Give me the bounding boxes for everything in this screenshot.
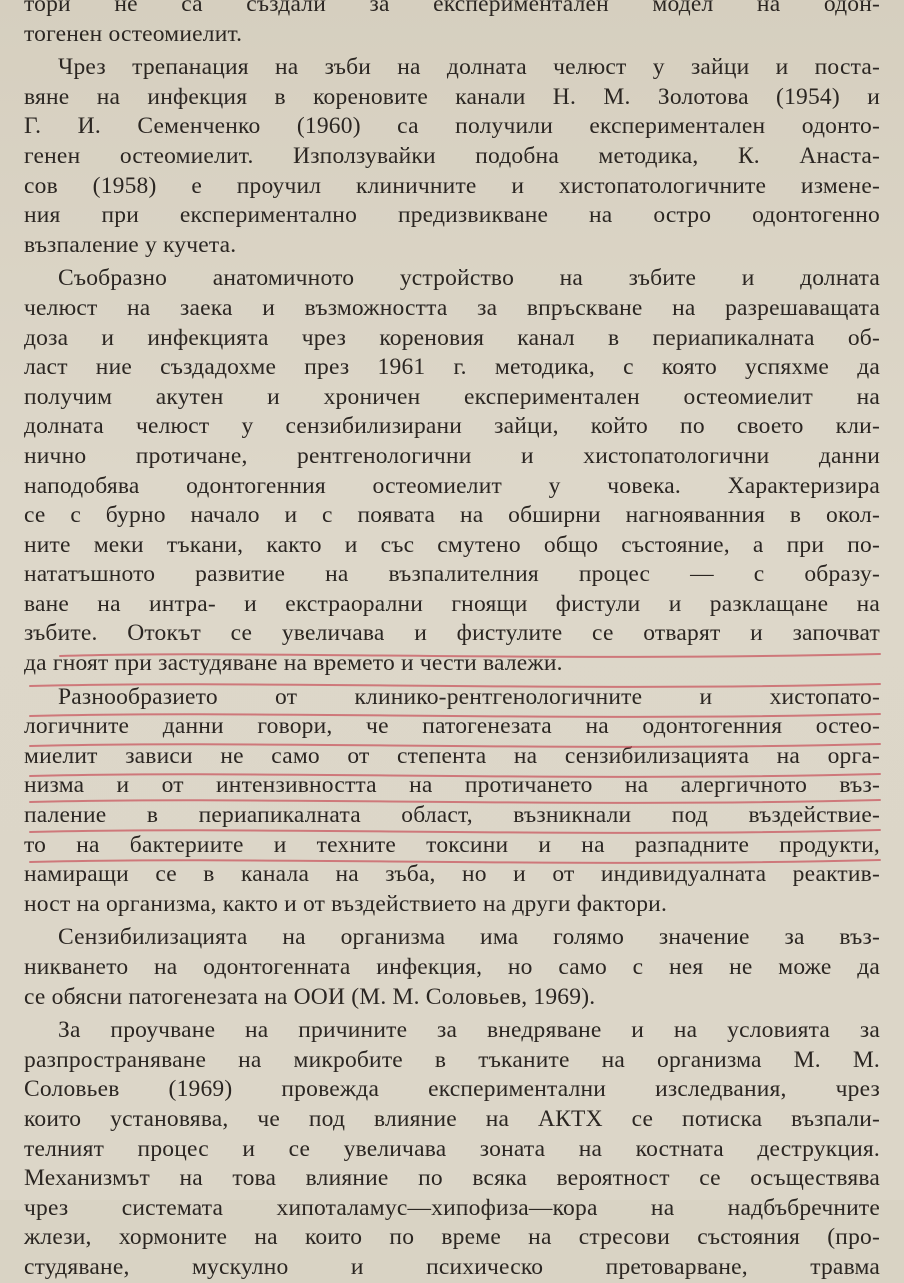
text-line: ласт ние създадохме през 1961 г. методика, с която успяхме да	[24, 354, 880, 381]
text-line: За проучване на причините за внедряване и на условията за	[58, 1017, 880, 1044]
underlined-text-line: ност на организма, както и от въздействието на други фактори.	[24, 890, 668, 917]
text-line: наподобява одонтогенния остеомиелит у човека. Характеризира	[24, 472, 880, 499]
text-line: чрез системата хипоталамус—хипофиза—кора на надбъбречните	[24, 1194, 880, 1221]
page-text	[24, 0, 880, 1283]
text-line: Г. И. Семенченко (1960) са получили експериментален одонто-	[24, 113, 880, 140]
text-line: ните меки тъкани, както и със смутено общо състояние, а при по-	[24, 531, 880, 558]
text-line: Чрез трепанация на зъби на долната челюст у зайци и поста-	[58, 54, 880, 81]
text-line: Механизмът на това влияние по всяка вероятност се осъществява	[24, 1165, 880, 1192]
underlined-text-line: то на бактериите и техните токсини и на разпадните продукти,	[24, 831, 880, 858]
underlined-text-line: миелит зависи не само от степента на сензибилизацията на орга-	[24, 742, 880, 769]
text-line: ния при експериментално предизвикване на остро одонтогенно	[24, 202, 880, 229]
text-line: жлези, хормоните на които по време на стресови състояния (про-	[24, 1224, 880, 1251]
text-line: нататъшното развитие на възпалителния процес — с образу-	[24, 561, 880, 588]
paragraph-method	[24, 264, 880, 678]
text-line: Съобразно анатомичното устройство на зъбите и долната	[58, 265, 880, 292]
text-line: Соловьев (1969) провежда експериментални изследвания, чрез	[24, 1076, 880, 1103]
text-line: вяне на инфекция в кореновите канали Н. М. Золотова (1954) и	[24, 83, 880, 110]
paragraph-sensibilization	[24, 923, 880, 1012]
text-line: нично протичане, рентгенологични и хистопатологични данни	[24, 442, 880, 469]
text-line: се с бурно начало и с появата на обширни нагнояванния в окол-	[24, 502, 880, 529]
text-line: зъбите. Отокът се увеличава и фистулите се отварят и започват	[24, 620, 880, 647]
text-line: доза и инфекцията чрез кореновия канал в периапикалната об-	[24, 324, 880, 351]
underlined-text-line: низма и от интензивността на протичането на алергичното въз-	[24, 772, 880, 799]
text-line: тори не са създали за експериментален модел на одон-	[24, 0, 880, 17]
text-line: телният процес и се увеличава зоната на костната деструкция.	[24, 1135, 880, 1162]
text-line: Сензибилизацията на организма има голямо значение за въз-	[58, 924, 880, 951]
text-line: студяване, мускулно и психическо претоварване, травма	[24, 1253, 880, 1280]
paragraph-pathogenesis-underlined	[24, 683, 880, 920]
text-line: челюст на заека и възможността за впръскване на разрешаващата	[24, 294, 880, 321]
paragraph-trepanation	[24, 53, 880, 260]
text-line: никването на одонтогенната инфекция, но само с нея не може да	[24, 954, 880, 980]
underlined-text-line: намиращи се в канала на зъба, но и от индивидуалната реактив-	[24, 861, 880, 888]
text-line: сов (1958) е проучил клиничните и хистопатологичните измене-	[24, 172, 880, 199]
underlined-text-line: Разнообразието от клинико-рентгенологичните и хистопато-	[58, 683, 880, 710]
text-line: се обясни патогенезата на ООИ (М. М. Соловьев, 1969).	[24, 983, 596, 1010]
text-line: да гноят при застудяване на времето и чести валежи.	[24, 650, 563, 677]
text-line: които установява, че под влияние на АКТХ се потиска възпали-	[24, 1105, 880, 1132]
text-line: тогенен остеомиелит.	[24, 20, 243, 47]
underlined-text-line: паление в периапикалната област, възникнали под въздействие-	[24, 802, 880, 829]
text-line: генен остеомиелит. Използувайки подобна методика, К. Анаста-	[24, 142, 880, 169]
text-line: разпространяване на микробите в тъканите на организма М. М.	[24, 1046, 880, 1073]
text-line: ване на интра- и екстраорални гноящи фистули и разклащане на	[24, 590, 880, 617]
paragraph-soloviev-study	[24, 1016, 880, 1282]
text-line: възпаление у кучета.	[24, 231, 237, 258]
text-line: получим акутен и хроничен експериментален остеомиелит на	[24, 383, 880, 410]
text-line: долната челюст у сензибилизирани зайци, който по своето кли-	[24, 413, 880, 440]
paragraph-intro-tail	[24, 0, 880, 49]
underlined-text-line: логичните данни говори, че патогенезата на одонтогенния остео-	[24, 713, 880, 740]
